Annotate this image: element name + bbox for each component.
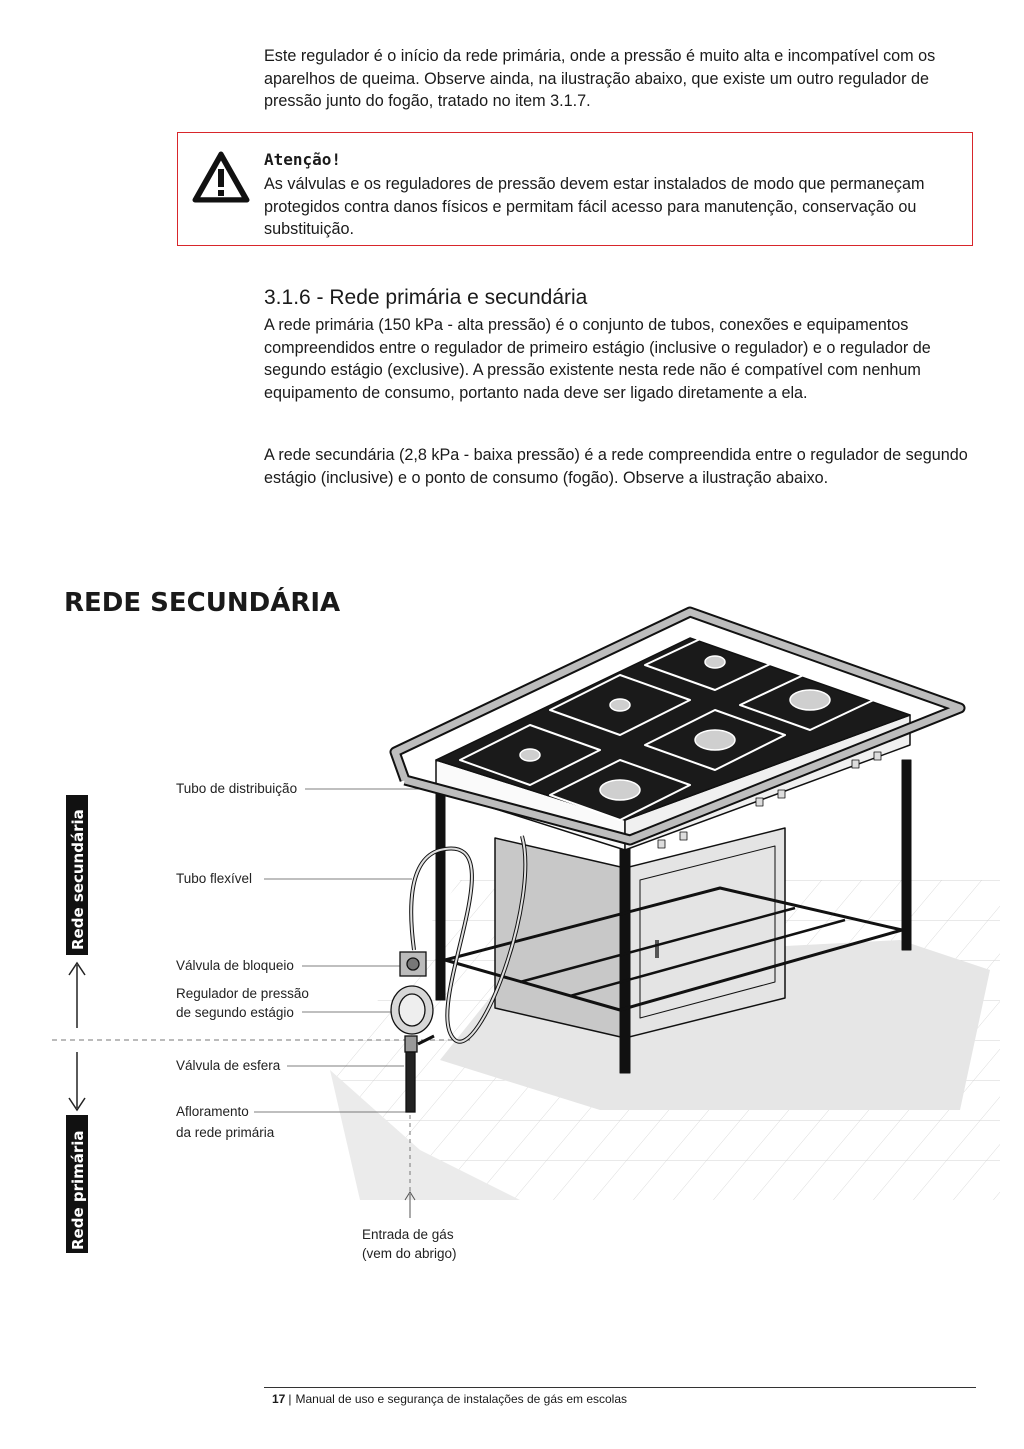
label-gas-inlet-line2: (vem do abrigo)	[362, 1246, 457, 1261]
side-label-secondary	[66, 795, 88, 955]
warning-box	[177, 132, 973, 246]
page-footer	[272, 1392, 627, 1406]
label-outcrop-line1: Afloramento	[176, 1104, 249, 1119]
figure-title: REDE SECUNDÁRIA	[64, 588, 341, 618]
footer-separator: |	[288, 1392, 292, 1406]
footer-rule	[264, 1387, 976, 1388]
svg-text:Rede primária: Rede primária	[69, 1130, 87, 1250]
footer-text: Manual de uso e segurança de instalações de gás em escolas	[295, 1392, 628, 1406]
arrow-down-icon	[69, 1052, 85, 1110]
label-outcrop-line2: da rede primária	[176, 1125, 275, 1140]
primary-network-paragraph: A rede primária (150 kPa - alta pressão) é o conjunto de tubos, conexões e equipamentos compreendidos entre o regulador de primeiro estágio (inclusive o regulador) e o regulador de segundo estágio (exclusive). A pressão existente nesta rede não é compatível com nenhum equipamento de consumo, portanto nada deve ser ligado diretamente a ela.	[264, 316, 931, 402]
warning-text: As válvulas e os reguladores de pressão devem estar instalados de modo que permaneçam protegidos contra danos físicos e permitam fácil acesso para manutenção, conservação ou substituição.	[264, 175, 925, 238]
intro-paragraph: Este regulador é o início da rede primária, onde a pressão é muito alta e incompatível com os aparelhos de queima. Observe ainda, na ilustração abaixo, que existe um outro regulador de pressão junto do fogão, tratado no item 3.1.7.	[264, 47, 936, 110]
svg-text:Rede secundária: Rede secundária	[69, 809, 87, 950]
label-flexible-hose: Tubo flexível	[176, 871, 253, 886]
label-regulator-line1: Regulador de pressão	[176, 986, 309, 1001]
arrow-up-icon	[69, 963, 85, 1028]
page-number: 17	[272, 1392, 286, 1406]
label-shutoff-valve: Válvula de bloqueio	[176, 958, 294, 973]
warning-triangle-icon	[192, 151, 250, 203]
label-regulator-line2: de segundo estágio	[176, 1005, 294, 1020]
label-distribution-pipe: Tubo de distribuição	[176, 781, 298, 796]
section-title: 3.1.6 - Rede primária e secundária	[264, 286, 588, 309]
warning-title: Atenção!	[264, 150, 342, 169]
secondary-network-illustration	[0, 560, 1024, 1280]
secondary-network-paragraph: A rede secundária (2,8 kPa - baixa pressão) é a rede compreendida entre o regulador de segundo estágio (inclusive) e o ponto de consumo (fogão). Observe a ilustração abaixo.	[264, 446, 968, 487]
label-gas-inlet-line1: Entrada de gás	[362, 1227, 454, 1242]
side-label-primary	[66, 1115, 88, 1253]
label-ball-valve: Válvula de esfera	[176, 1058, 281, 1073]
